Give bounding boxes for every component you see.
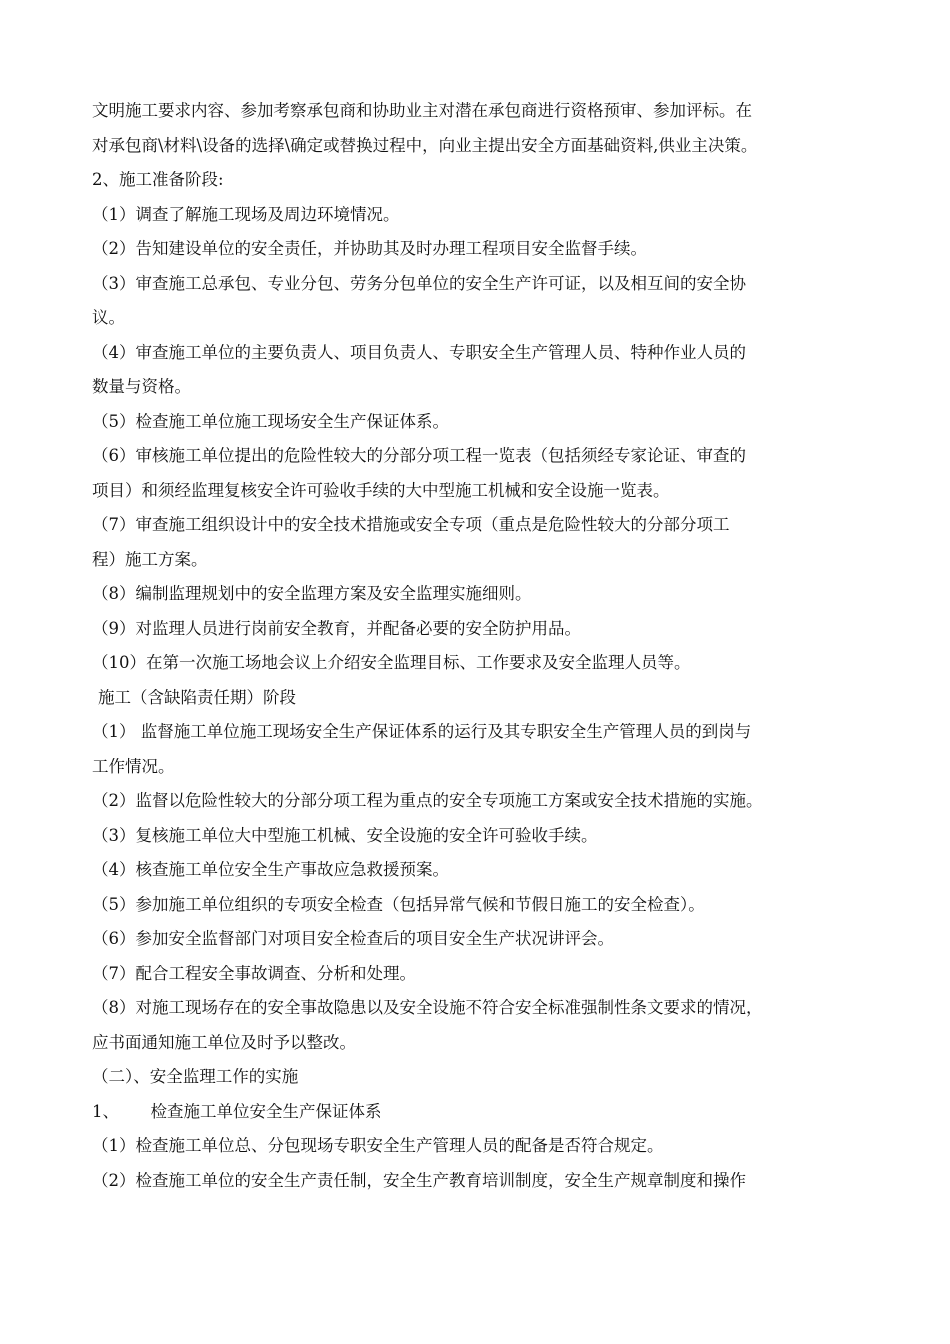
list-item: （5）检查施工单位施工现场安全生产保证体系。 [92, 411, 449, 431]
list-item: （4）核查施工单位安全生产事故应急救援预案。 [92, 860, 449, 879]
list-item: （8）对施工现场存在的安全事故隐患以及安全设施不符合安全标准强制性条文要求的情况， [92, 998, 763, 1017]
list-item: （1）检查施工单位总、分包现场专职安全生产管理人员的配备是否符合规定。 [92, 1136, 664, 1155]
list-item: （3）复核施工单位大中型施工机械、安全设施的安全许可验收手续。 [92, 825, 598, 845]
list-item: （4）审查施工单位的主要负责人、项目负责人、专职安全生产管理人员、特种作业人员的 [92, 342, 746, 362]
text-line: 议。 [92, 308, 125, 327]
list-item: （7）审查施工组织设计中的安全技术措施或安全专项（重点是危险性较大的分部分项工 [92, 515, 730, 534]
text-line: 项目）和须经监理复核安全许可验收手续的大中型施工机械和安全设施一览表。 [92, 480, 670, 500]
list-item: （6）参加安全监督部门对项目安全检查后的项目安全生产状况讲评会。 [92, 929, 614, 948]
text-line: 工作情况。 [92, 756, 175, 776]
text-line: 程）施工方案。 [92, 549, 208, 569]
list-item: （2）监督以危险性较大的分部分项工程为重点的安全专项施工方案或安全技术措施的实施。 [92, 791, 763, 810]
section-heading: 2、施工准备阶段: [92, 170, 224, 189]
section-heading: （二）、安全监理工作的实施 [92, 1067, 299, 1086]
list-item: （8）编制监理规划中的安全监理方案及安全监理实施细则。 [92, 584, 532, 603]
list-item: （9）对监理人员进行岗前安全教育，并配备必要的安全防护用品。 [92, 618, 581, 638]
list-item: （2）告知建设单位的安全责任，并协助其及时办理工程项目安全监督手续。 [92, 239, 647, 258]
list-item: （10）在第一次施工场地会议上介绍安全监理目标、工作要求及安全监理人员等。 [92, 653, 691, 672]
list-item: （1） 监督施工单位施工现场安全生产保证体系的运行及其专职安全生产管理人员的到岗与 [92, 722, 752, 741]
text-line: 数量与资格。 [92, 377, 191, 396]
text-line: 应书面通知施工单位及时予以整改。 [92, 1032, 356, 1052]
list-item: （2）检查施工单位的安全生产责任制，安全生产教育培训制度，安全生产规章制度和操作 [92, 1170, 746, 1190]
list-item: （6）审核施工单位提出的危险性较大的分部分项工程一览表（包括须经专家论证、审查的 [92, 446, 746, 465]
list-item: （5）参加施工单位组织的专项安全检查（包括异常气候和节假日施工的安全检查）。 [92, 894, 705, 914]
section-heading: 1、 检查施工单位安全生产保证体系 [92, 1101, 382, 1121]
document-body [92, 94, 872, 1198]
list-item: （7）配合工程安全事故调查、分析和处理。 [92, 963, 416, 983]
section-heading: 施工（含缺陷责任期）阶段 [98, 687, 296, 707]
text-line: 文明施工要求内容、参加考察承包商和协助业主对潜在承包商进行资格预审、参加评标。在 [92, 101, 752, 120]
text-line: 对承包商\材料\设备的选择\确定或替换过程中，向业主提出安全方面基础资料,供业主决策。 [92, 135, 758, 155]
list-item: （1）调查了解施工现场及周边环境情况。 [92, 204, 400, 224]
list-item: （3）审查施工总承包、专业分包、劳务分包单位的安全生产许可证，以及相互间的安全协 [92, 273, 746, 293]
